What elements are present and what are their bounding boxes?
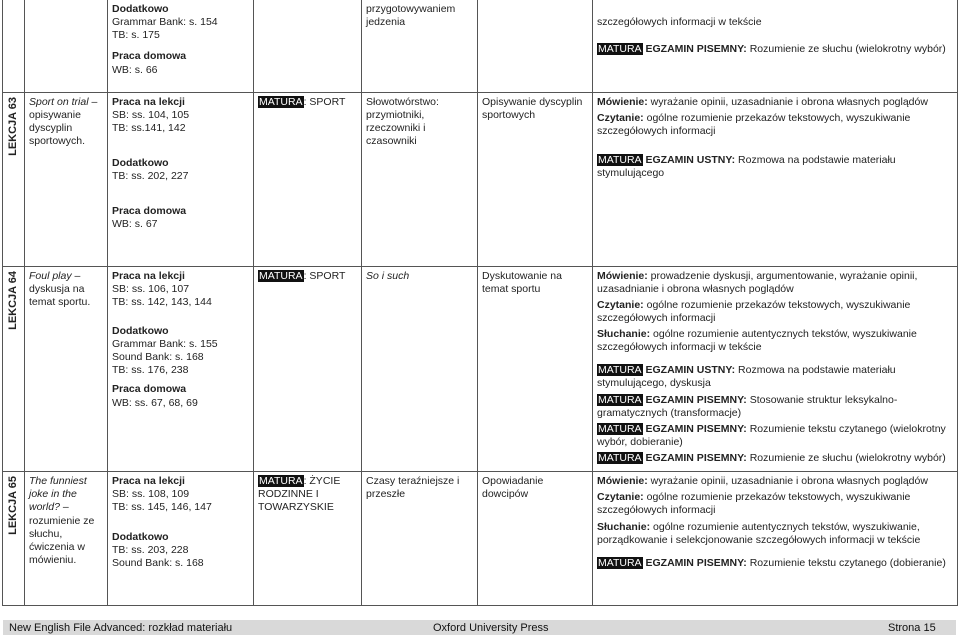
materials-cell: Praca na lekcji SB: ss. 108, 109 TB: ss. 145, 146, 147 Dodatkowo TB: ss. 203, 228 Sound Bank: s. 168 bbox=[108, 472, 254, 606]
skills-cell: Mówienie: wyrażanie opinii, uzasadnianie i obrona własnych poglądów Czytanie: ogólne rozumienie przekazów tekstowych, wyszukiwanie szczegółowych informacji Słuchanie: ogólne rozumienie autentycznych tekstów, wyszukiwanie, porządkowanie i selekcjonowanie szczegółowych informacji w tekście MATURA EGZAMIN PISEMNY: Rozumienie tekstu czytanego (dobieranie) bbox=[593, 472, 958, 606]
page-footer bbox=[3, 620, 956, 635]
grammar-cell: So i such bbox=[362, 266, 478, 472]
materials-cell: Dodatkowo Grammar Bank: s. 154 TB: s. 175 Praca domowa WB: s. 66 bbox=[108, 0, 254, 92]
topic-cell: The funniest joke in the world? – rozumienie ze słuchu, ćwiczenia w mówieniu. bbox=[25, 472, 108, 606]
vocab-cell: Opisywanie dyscyplin sportowych bbox=[478, 92, 593, 266]
matura-topic-cell: MATURA: SPORT bbox=[254, 92, 362, 266]
topic-cell: Foul play – dyskusja na temat sportu. bbox=[25, 266, 108, 472]
grammar-cell: Czasy teraźniejsze i przeszłe bbox=[362, 472, 478, 606]
matura-topic-cell: MATURA: ŻYCIE RODZINNE I TOWARZYSKIE bbox=[254, 472, 362, 606]
footer-title: New English File Advanced: rozkład materiału bbox=[9, 622, 233, 634]
lesson-label: LEKCJA 64 bbox=[3, 266, 25, 472]
footer-publisher: Oxford University Press bbox=[433, 622, 549, 634]
lesson-row-65 bbox=[3, 472, 958, 606]
topic-cell: Sport on trial – opisywanie dyscyplin sportowych. bbox=[25, 92, 108, 266]
grammar-cell: Słowotwórstwo: przymiotniki, rzeczowniki i czasowniki bbox=[362, 92, 478, 266]
vocab-cell: Dyskutowanie na temat sportu bbox=[478, 266, 593, 472]
lesson-plan-table bbox=[2, 0, 958, 606]
footer-page-number: Strona 15 bbox=[888, 622, 936, 634]
lesson-row-63 bbox=[3, 92, 958, 266]
skills-cell: Mówienie: prowadzenie dyskusji, argumentowanie, wyrażanie opinii, uzasadnianie i obrona własnych poglądów Czytanie: ogólne rozumienie przekazów tekstowych, wyszukiwanie szczegółowych informacji Słuchanie: ogólne rozumienie autentycznych tekstów, wyszukiwanie szczegółowych informacji w tekście MATURA EGZAMIN USTNY: Rozmowa na podstawie materiału stymulującego, dyskusja MATURA EGZAMIN PISEMNY: Stosowanie struktur leksykalno-gramatycznych (transformacje) MATURA EGZAMIN PISEMNY: Rozumienie tekstu czytanego (wielokrotny wybór, dobieranie) MATURA EGZAMIN PISEMNY: Rozumienie ze słuchu (wielokrotny wybór) bbox=[593, 266, 958, 472]
lesson-label-cell bbox=[3, 0, 25, 92]
materials-cell: Praca na lekcji SB: ss. 104, 105 TB: ss.141, 142 Dodatkowo TB: ss. 202, 227 Praca domowa WB: s. 67 bbox=[108, 92, 254, 266]
lesson-label: LEKCJA 65 bbox=[3, 472, 25, 606]
lesson-row-64 bbox=[3, 266, 958, 472]
lesson-label: LEKCJA 63 bbox=[3, 92, 25, 266]
vocab-cell: Opowiadanie dowcipów bbox=[478, 472, 593, 606]
grammar-cell: przygotowywaniem jedzenia bbox=[362, 0, 478, 92]
skills-cell: Mówienie: wyrażanie opinii, uzasadnianie i obrona własnych poglądów Czytanie: ogólne rozumienie przekazów tekstowych, wyszukiwanie szczegółowych informacji MATURA EGZAMIN USTNY: Rozmowa na podstawie materiału stymulującego bbox=[593, 92, 958, 266]
continued-row bbox=[3, 0, 958, 92]
materials-cell: Praca na lekcji SB: ss. 106, 107 TB: ss. 142, 143, 144 Dodatkowo Grammar Bank: s. 155 Sound Bank: s. 168 TB: ss. 176, 238 Praca domowa WB: ss. 67, 68, 69 bbox=[108, 266, 254, 472]
skills-cell: szczegółowych informacji w tekście MATURA EGZAMIN PISEMNY: Rozumienie ze słuchu (wielokrotny wybór) bbox=[593, 0, 958, 92]
matura-topic-cell: MATURA: SPORT bbox=[254, 266, 362, 472]
